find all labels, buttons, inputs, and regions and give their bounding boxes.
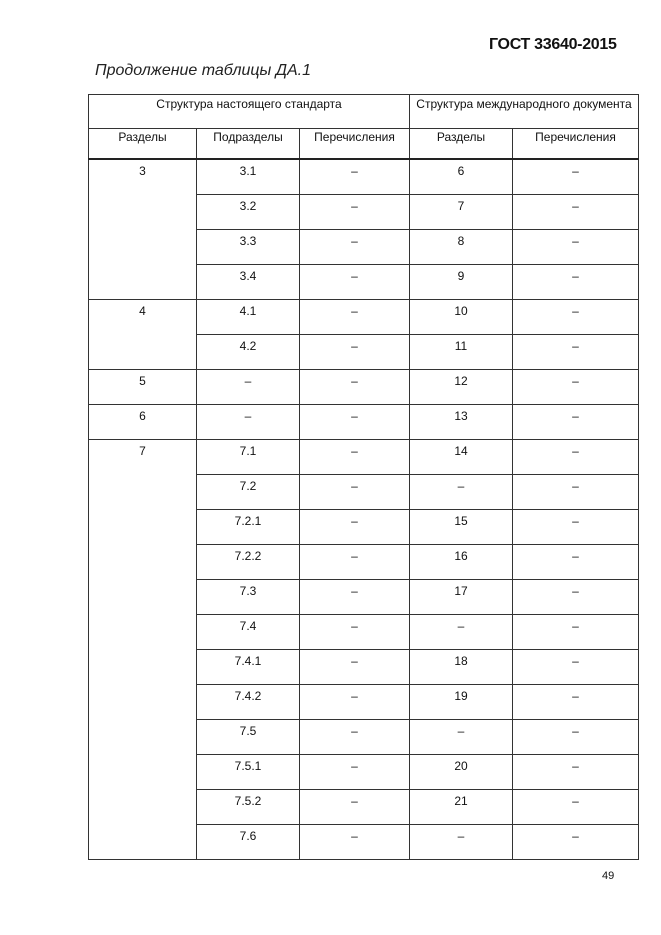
- table-row: [89, 230, 639, 265]
- table-cell: –: [513, 755, 639, 790]
- table-cell: –: [300, 720, 410, 755]
- table-cell: 5: [89, 370, 197, 405]
- table-row: [89, 580, 639, 615]
- table-cell: –: [300, 790, 410, 825]
- table-cell: –: [513, 230, 639, 265]
- table-cell: 14: [410, 440, 513, 475]
- table-cell: [89, 335, 197, 370]
- column-header: Разделы: [89, 129, 197, 160]
- table-cell: [89, 650, 197, 685]
- table-cell: –: [513, 405, 639, 440]
- table-cell: 3.2: [197, 195, 300, 230]
- table-cell: 7.2.1: [197, 510, 300, 545]
- table-cell: 7.4: [197, 615, 300, 650]
- table-cell: 6: [89, 405, 197, 440]
- table-cell: –: [300, 440, 410, 475]
- group-header-row: [89, 95, 639, 129]
- table-cell: 7.2: [197, 475, 300, 510]
- table-cell: 7.1: [197, 440, 300, 475]
- table-cell: –: [300, 159, 410, 195]
- table-cell: –: [513, 335, 639, 370]
- table-cell: –: [300, 510, 410, 545]
- table-cell: –: [513, 650, 639, 685]
- table-cell: –: [300, 475, 410, 510]
- table-row: [89, 685, 639, 720]
- page-number: 49: [602, 870, 615, 882]
- table-cell: 7.4.2: [197, 685, 300, 720]
- table-cell: 7.3: [197, 580, 300, 615]
- table-cell: –: [513, 440, 639, 475]
- table-cell: 3.4: [197, 265, 300, 300]
- table-cell: –: [513, 195, 639, 230]
- table-cell: 7.5.2: [197, 790, 300, 825]
- table-cell: –: [513, 825, 639, 860]
- table-cell: [89, 825, 197, 860]
- table-cell: –: [300, 230, 410, 265]
- table-cell: 7.2.2: [197, 545, 300, 580]
- table-cell: –: [513, 545, 639, 580]
- table-cell: 18: [410, 650, 513, 685]
- table-cell: 15: [410, 510, 513, 545]
- table-cell: 20: [410, 755, 513, 790]
- table-cell: [89, 685, 197, 720]
- table-row: [89, 195, 639, 230]
- table-row: [89, 790, 639, 825]
- table-cell: –: [513, 475, 639, 510]
- table-cell: –: [300, 545, 410, 580]
- table-cell: 7: [410, 195, 513, 230]
- group-header-international-document: Структура международного документа: [410, 95, 639, 129]
- column-header: Перечисления: [513, 129, 639, 160]
- table-row: [89, 615, 639, 650]
- table-cell: –: [300, 580, 410, 615]
- table-cell: 3.3: [197, 230, 300, 265]
- column-header: Перечисления: [300, 129, 410, 160]
- table-cell: –: [410, 475, 513, 510]
- table-cell: –: [300, 265, 410, 300]
- table-cell: –: [513, 615, 639, 650]
- table-cell: 7.5: [197, 720, 300, 755]
- table-cell: –: [300, 335, 410, 370]
- table-row: [89, 265, 639, 300]
- table-cell: 7: [89, 440, 197, 475]
- table-row: [89, 405, 639, 440]
- table-cell: 3: [89, 159, 197, 195]
- table-cell: 7.6: [197, 825, 300, 860]
- column-header-row: [89, 129, 639, 160]
- table-row: [89, 159, 639, 195]
- table-cell: –: [513, 510, 639, 545]
- table-cell: 12: [410, 370, 513, 405]
- table-cell: 10: [410, 300, 513, 335]
- table-cell: 7.5.1: [197, 755, 300, 790]
- table-cell: –: [300, 685, 410, 720]
- table-row: [89, 755, 639, 790]
- table-cell: –: [300, 405, 410, 440]
- table-cell: –: [410, 720, 513, 755]
- table-cell: [89, 230, 197, 265]
- table-cell: [89, 790, 197, 825]
- table-cell: –: [513, 370, 639, 405]
- correspondence-table: [88, 94, 639, 860]
- table-cell: –: [300, 195, 410, 230]
- table-cell: –: [300, 650, 410, 685]
- table-row: [89, 720, 639, 755]
- table-cell: –: [410, 615, 513, 650]
- table-cell: –: [513, 159, 639, 195]
- table-cell: –: [513, 790, 639, 825]
- table-cell: –: [300, 755, 410, 790]
- table-cell: –: [197, 370, 300, 405]
- table-cell: –: [513, 580, 639, 615]
- table-row: [89, 545, 639, 580]
- table-cell: 9: [410, 265, 513, 300]
- table-cell: [89, 475, 197, 510]
- table-cell: –: [410, 825, 513, 860]
- table-cell: 4.2: [197, 335, 300, 370]
- table-row: [89, 510, 639, 545]
- table-cell: [89, 510, 197, 545]
- table-row: [89, 300, 639, 335]
- table-cell: [89, 545, 197, 580]
- table-cell: 19: [410, 685, 513, 720]
- table-row: [89, 825, 639, 860]
- table-cell: [89, 265, 197, 300]
- table-cell: 4.1: [197, 300, 300, 335]
- table-row: [89, 335, 639, 370]
- table-cell: –: [300, 615, 410, 650]
- table-cell: –: [513, 685, 639, 720]
- column-header: Разделы: [410, 129, 513, 160]
- table-cell: 4: [89, 300, 197, 335]
- table-cell: –: [513, 300, 639, 335]
- table-cell: [89, 755, 197, 790]
- table-cell: –: [300, 300, 410, 335]
- table-cell: 13: [410, 405, 513, 440]
- table-cell: 8: [410, 230, 513, 265]
- table-cell: –: [300, 825, 410, 860]
- table-caption: Продолжение таблицы ДА.1: [95, 62, 312, 79]
- table-cell: [89, 195, 197, 230]
- table-row: [89, 475, 639, 510]
- table-cell: –: [513, 265, 639, 300]
- table-cell: [89, 615, 197, 650]
- table-row: [89, 370, 639, 405]
- table-cell: 3.1: [197, 159, 300, 195]
- table-cell: [89, 720, 197, 755]
- table-cell: [89, 580, 197, 615]
- table-row: [89, 650, 639, 685]
- table-row: [89, 440, 639, 475]
- table-cell: 16: [410, 545, 513, 580]
- column-header: Подразделы: [197, 129, 300, 160]
- table-cell: 17: [410, 580, 513, 615]
- table-cell: 6: [410, 159, 513, 195]
- table-cell: –: [197, 405, 300, 440]
- table-cell: 7.4.1: [197, 650, 300, 685]
- table-cell: –: [300, 370, 410, 405]
- table-cell: 21: [410, 790, 513, 825]
- document-code: ГОСТ 33640-2015: [489, 36, 617, 53]
- table-cell: –: [513, 720, 639, 755]
- table-cell: 11: [410, 335, 513, 370]
- group-header-current-standard: Структура настоящего стандарта: [89, 95, 410, 129]
